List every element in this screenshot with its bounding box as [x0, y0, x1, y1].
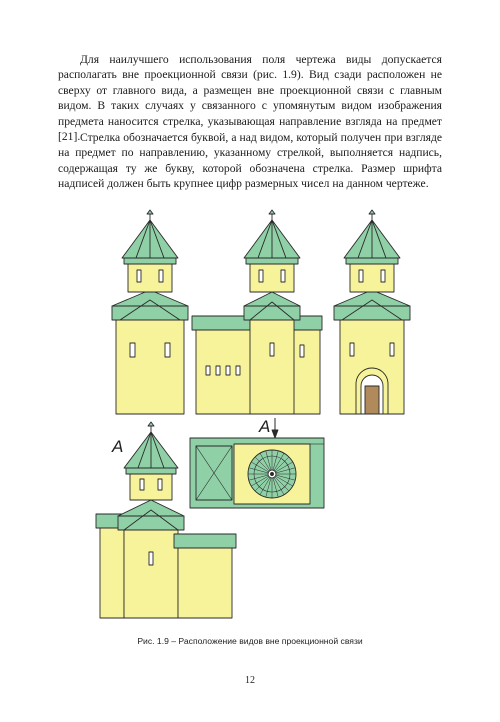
front-view: [112, 210, 188, 414]
paragraph-1: Для наилучшего использования поля чертежа виды допускается располагать вне проекционной связи (рис. 1.9). Вид сзади расположен не сверху от главного вида, а размещен вне проекционной связи с главным видом. В таких случаях у связанного с упомянутым видом изображения предмета наносится стрелка, указывающая направление взгляда на предмет [21].: [58, 53, 442, 144]
paragraph-2: Стрелка обозначается буквой, а над видом, который получен при взгляде на предмет по направлению, указанному стрелкой, выполняется надпись, содержащая ту же букву, которой обозначена стрелка. Размер шрифта надписей должен быть крупнее цифр размерных чисел на данном чертеже.: [58, 131, 442, 191]
spire-tip: [369, 210, 375, 214]
view-a-annex: [100, 528, 124, 618]
side-tower-body: [250, 320, 294, 414]
side-drum: [250, 262, 294, 292]
window: [137, 270, 141, 282]
side-tower-gable: [244, 292, 300, 306]
top-view: [190, 417, 324, 508]
window: [140, 479, 144, 490]
spire-tip: [148, 422, 154, 426]
view-a-right-annex: [178, 548, 232, 618]
window: [130, 343, 135, 357]
figure-caption: Рис. 1.9 – Расположение видов вне проекционной связи: [137, 636, 363, 646]
window: [216, 366, 220, 375]
plan-dome-dot: [271, 473, 274, 476]
window: [381, 270, 385, 282]
spire-tip: [147, 210, 153, 214]
window: [226, 366, 230, 375]
window: [236, 366, 240, 375]
front-body: [116, 320, 184, 414]
rear-drum: [350, 262, 394, 292]
view-a-gable: [118, 500, 184, 516]
view-a-body: [124, 530, 178, 618]
window: [270, 343, 274, 356]
window: [206, 366, 210, 375]
window: [281, 270, 285, 282]
side-view: [192, 210, 322, 414]
window: [359, 270, 363, 282]
window: [300, 345, 304, 357]
rear-view: [334, 210, 410, 414]
window: [259, 270, 263, 282]
view-a-label: A: [112, 437, 124, 456]
front-cornice: [124, 258, 176, 264]
spire-tip: [269, 210, 275, 214]
side-annex-roof-left: [192, 316, 250, 330]
view-a-drum: [130, 472, 172, 500]
view-a-right-roof: [174, 534, 236, 548]
arrow-label: A: [259, 417, 271, 436]
window: [159, 270, 163, 282]
side-cornice: [246, 258, 298, 264]
rear-cornice: [346, 258, 398, 264]
door: [365, 386, 379, 414]
window: [149, 552, 153, 565]
window: [350, 343, 354, 356]
front-drum: [128, 262, 172, 292]
view-arrow-head: [272, 430, 278, 438]
view-a-band: [118, 516, 184, 530]
window: [158, 479, 162, 490]
window: [165, 343, 170, 357]
window: [390, 343, 394, 356]
page-number: 12: [245, 675, 255, 686]
view-a-cornice: [126, 468, 176, 474]
